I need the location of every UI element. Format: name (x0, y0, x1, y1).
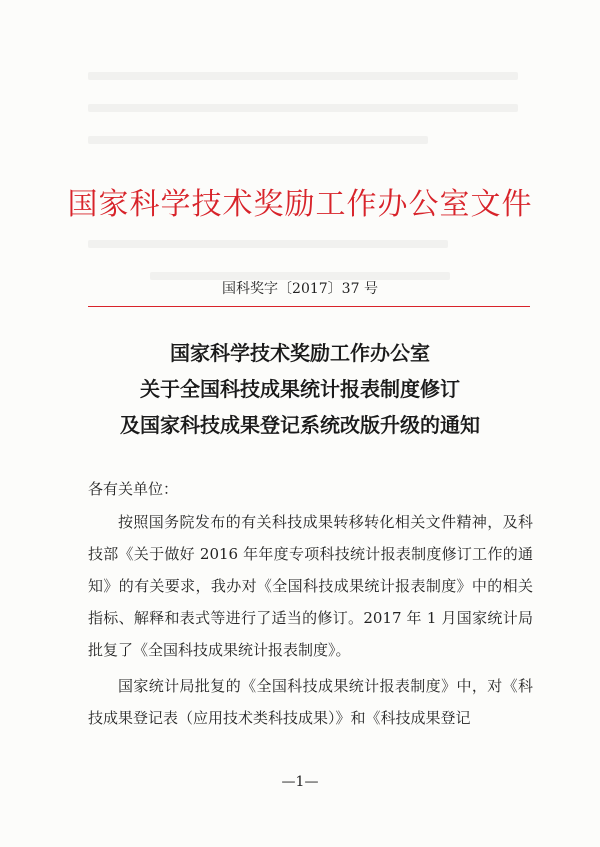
body-paragraph: 国家统计局批复的《全国科技成果统计报表制度》中，对《科技成果登记表（应用技术类科技成果）》和《科技成果登记 (88, 677, 533, 727)
page-number: —1— (281, 774, 319, 790)
title-line: 及国家科技成果登记系统改版升级的通知 (120, 413, 480, 437)
body-paragraph: 按照国务院发布的有关科技成果转移转化相关文件精神，及科技部《关于做好 2016 年年度专项科技统计报表制度修订工作的通知》的有关要求，我办对《全国科技成果统计报表制度》中的相关指标、解释和表式等进行了适当的修订。2017 年 1 月国家统计局批复了《全国科技成果统计报表制度》。 (88, 513, 533, 659)
show-through-mark (88, 104, 518, 112)
document-number: 国科奖字〔2017〕37 号 (222, 281, 378, 297)
red-divider-line (88, 306, 530, 307)
show-through-mark (88, 136, 428, 144)
title-line: 关于全国科技成果统计报表制度修订 (140, 377, 460, 401)
letterhead-title: 国家科学技术奖励工作办公室文件 (67, 188, 533, 221)
title-line: 国家科学技术奖励工作办公室 (170, 341, 430, 365)
body-text (88, 506, 533, 734)
show-through-mark (88, 240, 448, 248)
show-through-mark (88, 72, 518, 80)
notice-title (0, 335, 600, 443)
salutation: 各有关单位： (88, 480, 179, 498)
